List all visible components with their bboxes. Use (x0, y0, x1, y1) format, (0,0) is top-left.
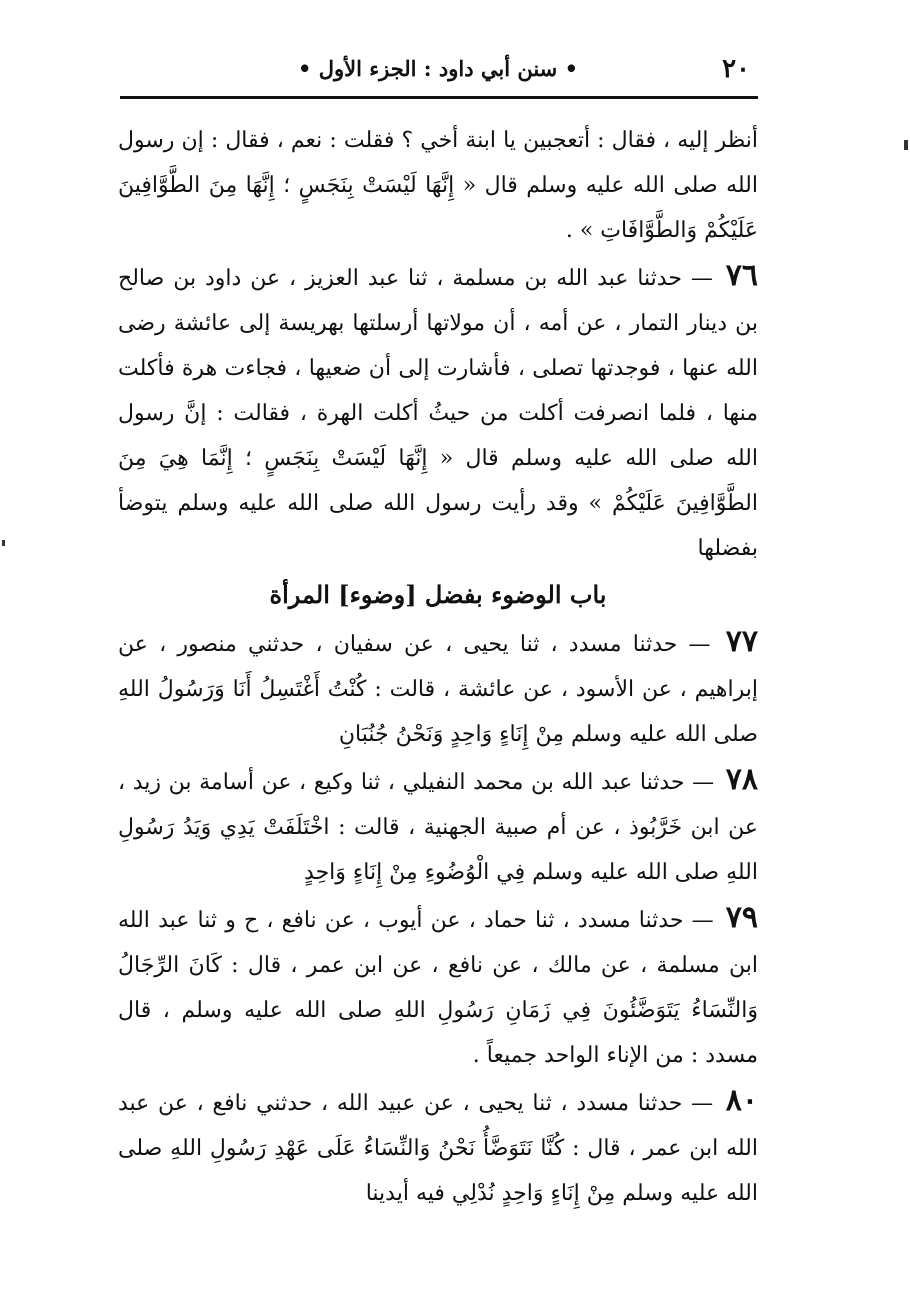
header-rule (120, 96, 758, 99)
hadith-number: ٧٩ (725, 900, 759, 935)
hadith-text: — حدثنا مسدد ، ثنا يحيى ، عن عبيد الله ، حدثني نافع ، عن عبد الله ابن عمر ، قال : كُنَّا نَتَوَضَّأُ نَحْنُ وَالنِّسَاءُ عَلَى عَهْدِ رَسُولِ اللهِ صلى الله عليه وسلم مِنْ إِنَاءٍ وَاحِدٍ نُدْلِي فيه أيدينا (118, 1091, 758, 1206)
hadith-text: — حدثنا مسدد ، ثنا يحيى ، عن سفيان ، حدثني منصور ، عن إبراهيم ، عن الأسود ، عن عائشة ، قالت : كُنْتُ أَغْتَسِلُ أَنَا وَرَسُولُ اللهِ صلى الله عليه وسلم مِنْ إِنَاءٍ وَاحِدٍ وَنَحْنُ جُنُبَانِ (118, 632, 758, 747)
hadith-80 (118, 1078, 758, 1216)
scan-edge-mark (2, 540, 5, 546)
running-title: • سنن أبي داود : الجزء الأول • (297, 56, 578, 81)
hadith-text: — حدثنا عبد الله بن محمد النفيلي ، ثنا وكيع ، عن أسامة بن زيد ، عن ابن خَرَّبُوذ ، عن أم صبية الجهنية ، قالت : اخْتَلَفَتْ يَدِي وَيَدُ رَسُولِ اللهِ صلى الله عليه وسلم فِي الْوُضُوءِ مِنْ إِنَاءٍ وَاحِدٍ (118, 770, 758, 885)
continuation-text: أنظر إليه ، فقال : أتعجبين يا ابنة أخي ؟ فقلت : نعم ، فقال : إن رسول الله صلى الله عليه وسلم قال « إِنَّهَا لَيْسَتْ بِنَجَسٍ ؛ إِنَّهَا مِنَ الطَّوَّافِينَ عَلَيْكُمْ وَالطَّوَّافَاتِ » . (118, 128, 758, 243)
hadith-79 (118, 895, 758, 1078)
hadith-77 (118, 619, 758, 757)
hadith-number: ٧٦ (725, 258, 758, 293)
hadith-number: ٧٧ (725, 624, 758, 659)
page-body (118, 118, 758, 1216)
scan-edge-mark (904, 140, 908, 150)
hadith-text: — حدثنا مسدد ، ثنا حماد ، عن أيوب ، عن نافع ، ح و ثنا عبد الله ابن مسلمة ، عن مالك ، عن نافع ، عن ابن عمر ، قال : كَانَ الرِّجَالُ وَالنِّسَاءُ يَتَوَضَّئُونَ فِي زَمَانِ رَسُولِ اللهِ صلى الله عليه وسلم ، قال مسدد : من الإناء الواحد جميعاً . (118, 908, 758, 1068)
continuation-paragraph (118, 118, 758, 253)
hadith-text: — حدثنا عبد الله بن مسلمة ، ثنا عبد العزيز ، عن داود بن صالح بن دينار التمار ، عن أمه ، أن مولاتها أرسلتها بهريسة إلى عائشة رضى الله عنها ، فوجدتها تصلى ، فأشارت إلى أن ضعيها ، فجاءت هرة فأكلت منها ، فلما انصرفت أكلت من حيثُ أكلت الهرة ، فقالت : إنَّ رسول الله صلى الله عليه وسلم قال « إِنَّهَا لَيْسَتْ بِنَجَسٍ ؛ إِنَّمَا هِيَ مِنَ الطَّوَّافِينَ عَلَيْكُمْ » وقد رأيت رسول الله صلى الله عليه وسلم يتوضأ بفضلها (118, 266, 758, 561)
chapter-heading: باب الوضوء بفضل [وضوء] المرأة (269, 580, 607, 609)
hadith-76 (118, 253, 758, 571)
page-header (118, 48, 758, 92)
hadith-78 (118, 757, 758, 895)
page-number: ٢٠ (722, 54, 750, 84)
hadith-number: ٨٠ (725, 1083, 759, 1118)
hadith-number: ٧٨ (725, 762, 758, 797)
